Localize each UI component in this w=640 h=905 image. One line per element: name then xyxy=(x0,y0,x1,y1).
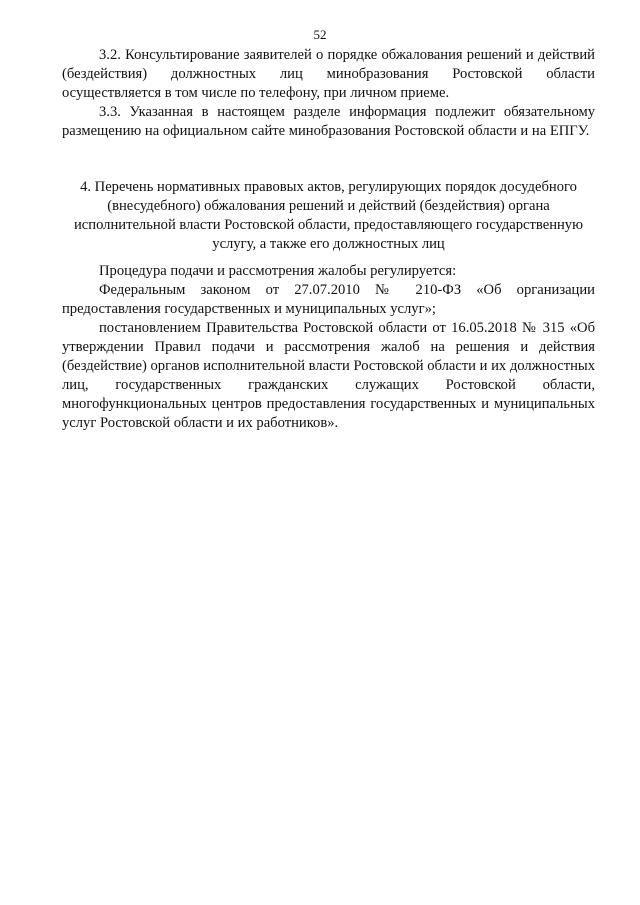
section-4-body xyxy=(62,262,595,433)
section-4-heading-block xyxy=(62,178,595,254)
section-3-items xyxy=(62,46,595,141)
section-4-heading: 4. Перечень нормативных правовых актов, регулирующих порядок досудебного (внесудебного) обжалования решений и действий (бездействия) органа исполнительной власти Ростовской области, предоставляющего государственную услугу, а также его должностных лиц xyxy=(73,179,584,252)
government-decree-paragraph: постановлением Правительства Ростовской области от 16.05.2018 № 315 «Об утверждении Правил подачи и рассмотрения жалоб на решения и действия (бездействие) органов исполнительной власти Ростовской области и их должностных лиц, государственных гражданских служащих Ростовской области, многофункциональных центров предоставления государственных и муниципальных услуг Ростовской области и их работников». xyxy=(62,320,595,431)
paragraph-3-3: 3.3. Указанная в настоящем разделе информация подлежит обязательному размещению на официальном сайте минобразования Ростовской области и на ЕПГУ. xyxy=(62,104,595,139)
federal-law-paragraph: Федеральным законом от 27.07.2010 № 210-ФЗ «Об организации предоставления государственных и муниципальных услуг»; xyxy=(62,282,595,317)
paragraph-3-2: 3.2. Консультирование заявителей о порядке обжалования решений и действий (бездействия) должностных лиц минобразования Ростовской области осуществляется в том числе по телефону, при личном приеме. xyxy=(62,47,595,101)
page-number: 52 xyxy=(313,27,327,42)
procedure-intro: Процедура подачи и рассмотрения жалобы регулируется: xyxy=(99,263,457,279)
